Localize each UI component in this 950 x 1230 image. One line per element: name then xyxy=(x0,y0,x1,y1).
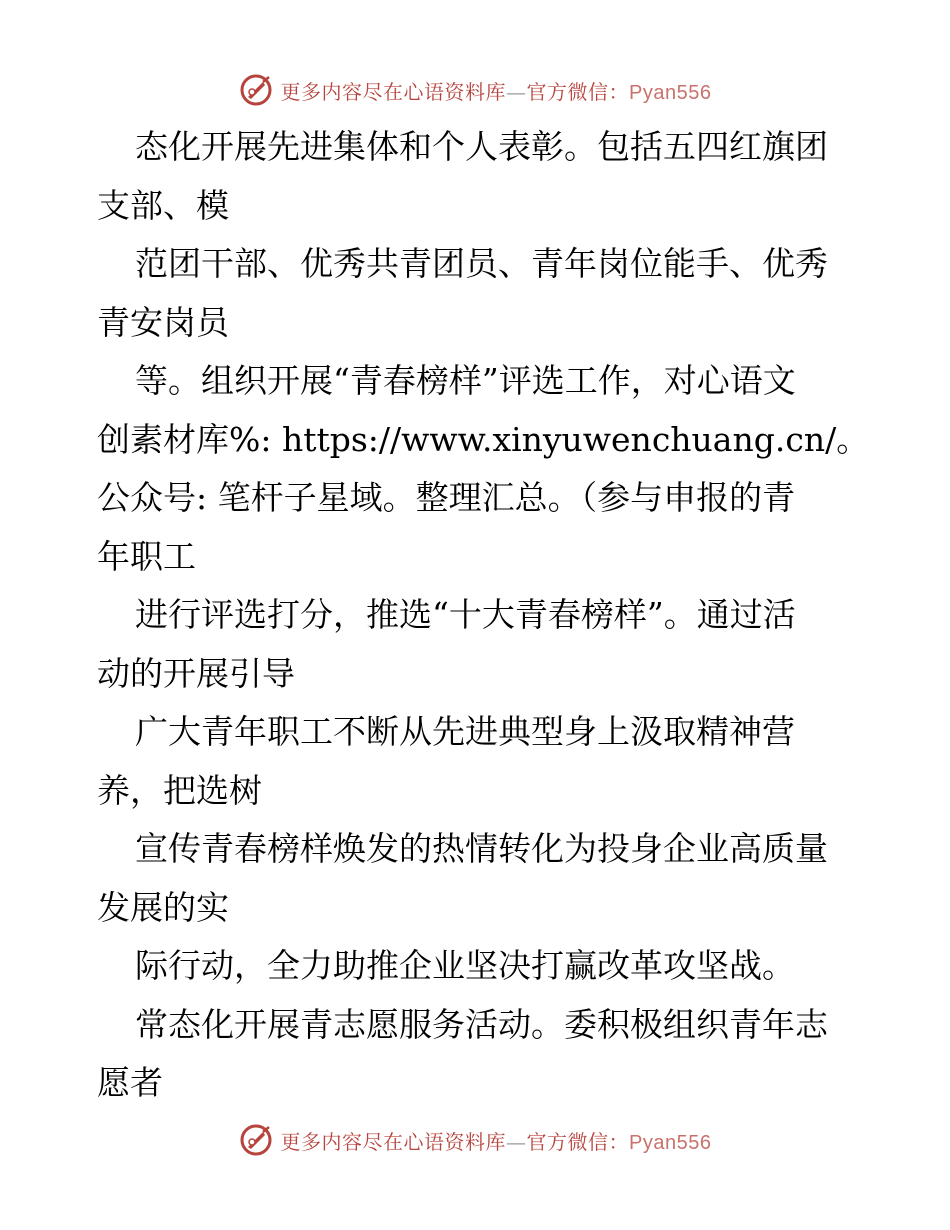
text-line: 发展的实 xyxy=(97,887,229,927)
banner-dash: — xyxy=(506,79,527,104)
banner-official: 官方微信： xyxy=(526,1129,630,1154)
text-line: 等。组织开展“青春榜样”评选工作，对心语文 xyxy=(135,361,796,400)
banner-wechat-id: Pyan556 xyxy=(629,1131,712,1154)
text-line: 养，把选树 xyxy=(97,770,262,810)
text-line: 态化开展先进集体和个人表彰。包括五四红旗团 xyxy=(135,127,828,166)
text-line: 宣传青春榜样焕发的热情转化为投身企业高质量 xyxy=(135,829,828,868)
footer-banner xyxy=(0,1120,950,1160)
text-line: 常态化开展青志愿服务活动。委积极组织青年志 xyxy=(135,1004,828,1044)
banner-official: 官方微信： xyxy=(526,79,630,104)
text-line: 范团干部、优秀共青团员、青年岗位能手、优秀 xyxy=(135,244,828,283)
header-banner xyxy=(0,70,950,110)
quill-pen-logo-icon xyxy=(239,73,273,107)
text-line: 支部、模 xyxy=(97,185,229,225)
text-line: 际行动，全力助推企业坚决打赢改革攻坚战。 xyxy=(135,946,795,985)
text-line: 青安岗员 xyxy=(97,302,229,342)
quill-pen-logo-icon xyxy=(239,1123,273,1157)
banner-wechat-id: Pyan556 xyxy=(629,81,712,104)
text-line: 愿者 xyxy=(97,1063,163,1102)
text-line: 广大青年职工不断从先进典型身上汲取精神营 xyxy=(135,712,795,751)
banner-dash: — xyxy=(506,1129,527,1154)
text-line: 进行评选打分，推选“十大青春榜样”。通过活 xyxy=(135,595,796,634)
text-line: 公众号: 笔杆子星域。整理汇总。（参与申报的青 xyxy=(97,478,796,517)
banner-lead: 更多内容尽在心语资料库 xyxy=(280,1129,507,1154)
text-line: 年职工 xyxy=(97,536,196,576)
header-banner-text xyxy=(281,76,712,105)
text-line: 创素材库%: https://www.xinyuwenchuang.cn/。 xyxy=(97,419,870,459)
footer-banner-text xyxy=(281,1126,712,1155)
banner-lead: 更多内容尽在心语资料库 xyxy=(280,79,507,104)
text-line: 动的开展引导 xyxy=(97,653,295,693)
body-text xyxy=(97,118,870,1113)
